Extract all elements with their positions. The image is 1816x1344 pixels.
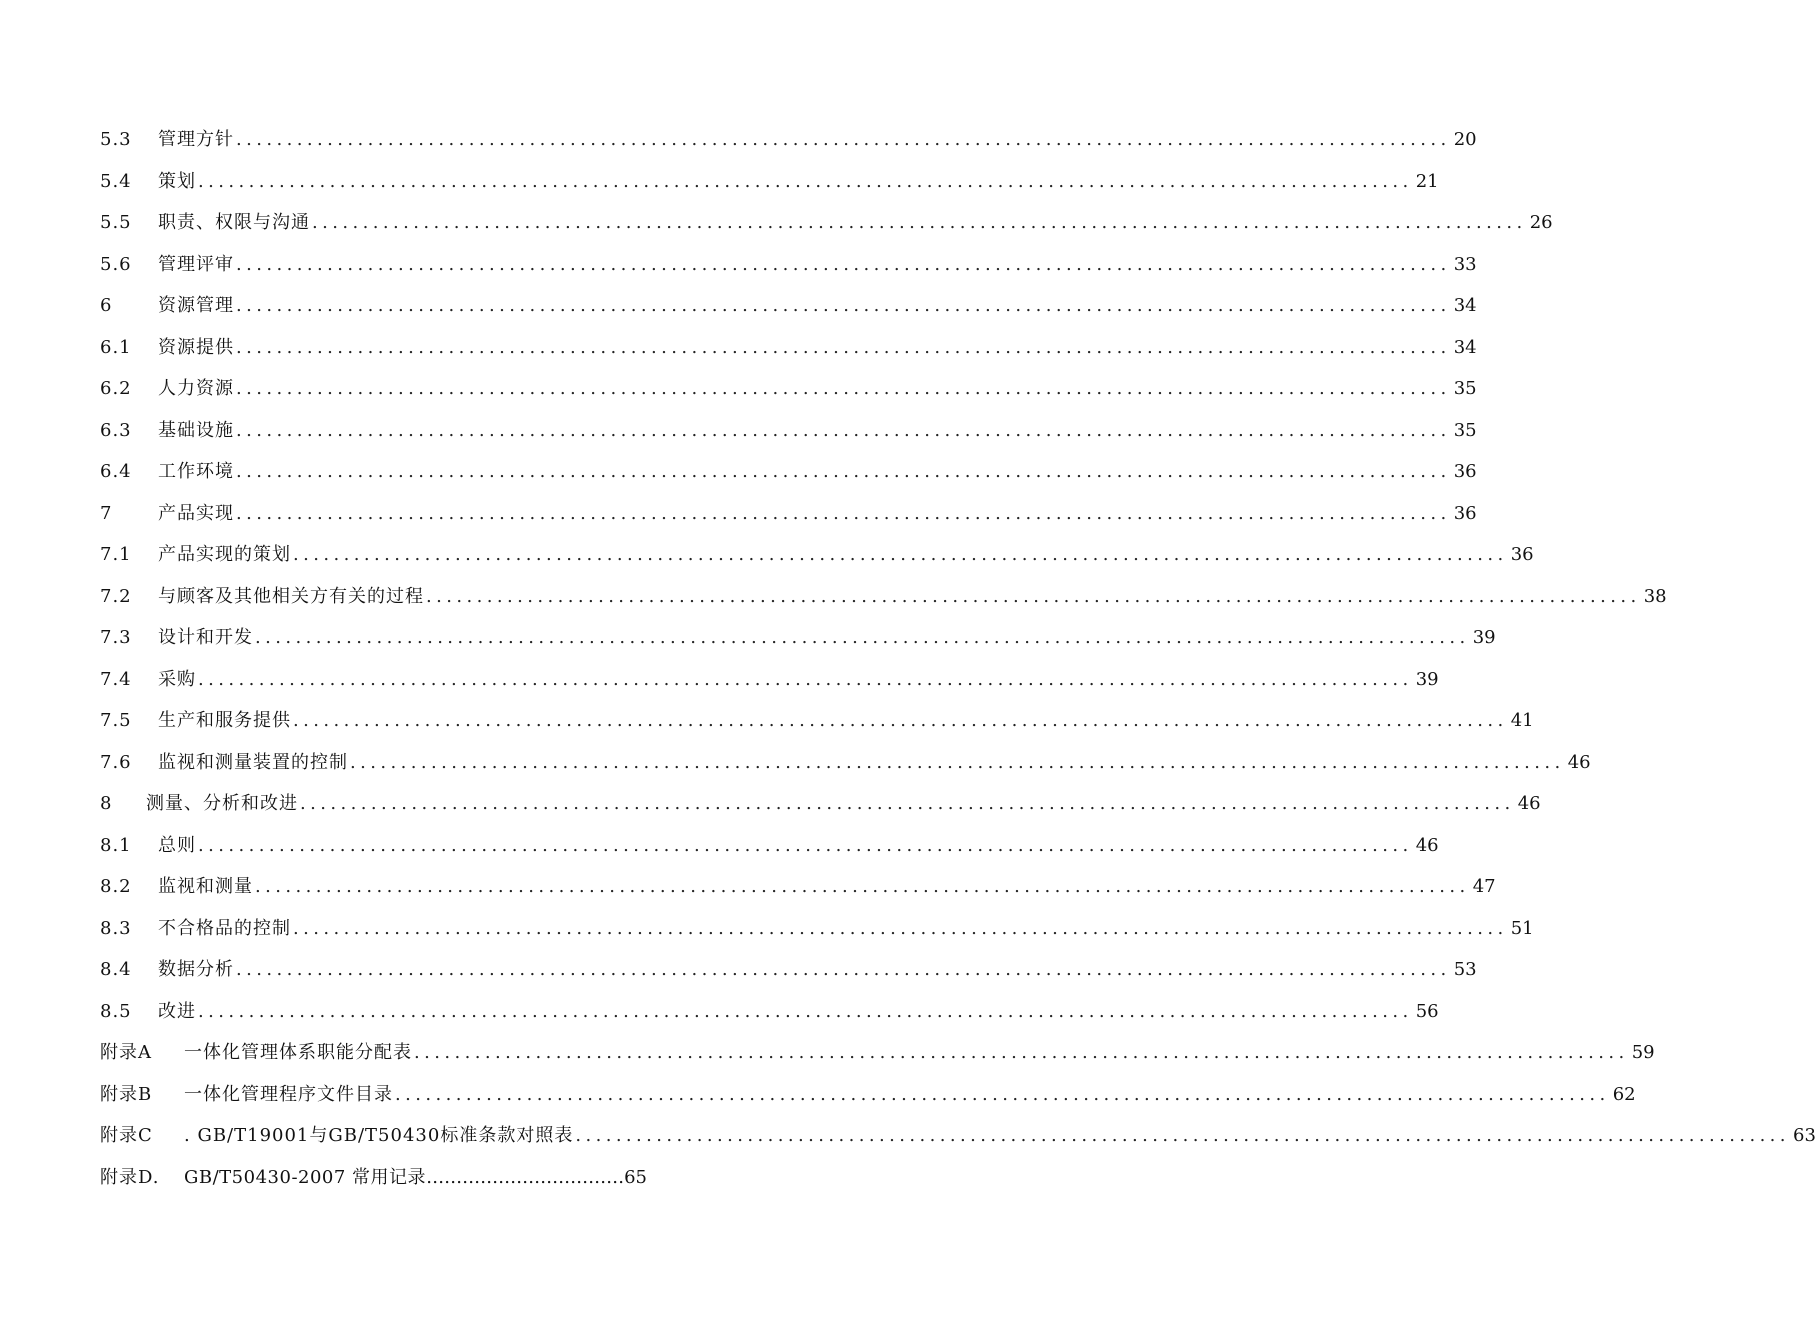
toc-entry-page: 47 [1472, 876, 1496, 897]
toc-entry[interactable] [100, 244, 1477, 286]
toc-entry-leader-dots: ........................................................................................................................ [198, 1000, 1413, 1022]
toc-entry[interactable] [100, 783, 1541, 825]
toc-entry-title: 改进 [158, 1000, 196, 1022]
toc-entry[interactable] [100, 659, 1439, 701]
toc-entry-title: 设计和开发 [158, 627, 253, 648]
toc-entry-title: 与顾客及其他相关方有关的过程 [158, 585, 424, 607]
toc-entry-title: 工作环境 [158, 461, 234, 482]
toc-entry-number: 8.2 [100, 876, 132, 897]
toc-entry-content [100, 866, 1496, 908]
toc-entry-leader-dots: ........................................................................................................................ [236, 253, 1451, 275]
toc-entry-content [100, 327, 1477, 369]
toc-entry-title: 管理评审 [158, 253, 234, 275]
toc-entry-leader-dots: ........................................................................................................................ [395, 1083, 1610, 1105]
toc-entry-page: 36 [1453, 461, 1477, 482]
toc-entry-appendix-d[interactable] [100, 1157, 838, 1199]
toc-entry-number: 6.3 [100, 419, 132, 441]
toc-entry-number: 8.5 [100, 1000, 132, 1022]
toc-entry-leader-dots: ........................................................................................................................ [198, 834, 1413, 856]
toc-entry[interactable] [100, 617, 1496, 659]
toc-entry-page: 56 [1415, 1000, 1439, 1022]
toc-entry-number: 6.2 [100, 378, 132, 399]
toc-entry-title: 一体化管理程序文件目录 [184, 1083, 393, 1105]
toc-entry-number: 7.2 [100, 585, 132, 607]
toc-entry-title: 资源提供 [158, 336, 234, 358]
toc-entry-number: 6.1 [100, 336, 132, 358]
toc-entry-leader-dots: ........................................................................................................................ [300, 793, 1515, 814]
toc-entry-number: 7 [100, 502, 113, 524]
toc-entry-number: 7.5 [100, 710, 132, 731]
toc-entry-title: 产品实现 [158, 502, 234, 524]
toc-entry-number: 7.1 [100, 544, 132, 565]
toc-entry-page: 35 [1453, 419, 1477, 441]
toc-entry-title: 监视和测量装置的控制 [158, 751, 348, 773]
toc-entry[interactable] [100, 1074, 1636, 1116]
toc-entry-title: 基础设施 [158, 419, 234, 441]
toc-entry-content [100, 700, 1534, 742]
toc-entry-number: 7.6 [100, 751, 132, 773]
toc-entry-title: 不合格品的控制 [158, 917, 291, 939]
toc-entry-page: 62 [1612, 1083, 1636, 1105]
toc-entry-leader-dots: ........................................................................................................................ [236, 129, 1451, 150]
toc-entry-content [100, 1032, 1655, 1074]
toc-entry[interactable] [100, 202, 1553, 244]
toc-entry-title: 职责、权限与沟通 [158, 212, 310, 233]
toc-entry-content [100, 1074, 1636, 1116]
toc-entry-content [100, 617, 1496, 659]
toc-entry-page: 20 [1453, 129, 1477, 150]
toc-entry[interactable] [100, 410, 1477, 452]
toc-entry-title: 策划 [158, 170, 196, 192]
toc-entry-content [100, 410, 1477, 452]
toc-entry-number: 5.6 [100, 253, 132, 275]
toc-entry-title: 资源管理 [158, 295, 234, 316]
toc-entry-page: 36 [1453, 502, 1477, 524]
toc-entry-page: 36 [1510, 544, 1534, 565]
toc-entry[interactable] [100, 534, 1534, 576]
toc-entry-content [100, 368, 1477, 410]
toc-entry[interactable] [100, 368, 1477, 410]
toc-entry-page: 39 [1472, 627, 1496, 648]
toc-entry-leader-dots: ........................................................................................................................ [293, 544, 1508, 565]
toc-entry-page: 21 [1415, 170, 1439, 192]
toc-entry-page: 53 [1453, 959, 1477, 980]
toc-entry-leader-dots: ........................................................................................................................ [255, 627, 1470, 648]
toc-entry-number: 6 [100, 295, 113, 316]
toc-entry-title: . GB/T19001与GB/T50430标准条款对照表 [184, 1125, 574, 1146]
toc-entry[interactable] [100, 119, 1477, 161]
toc-entry-leader-dots: ........................................................................................................................ [236, 336, 1451, 358]
toc-entry-number: 5.3 [100, 129, 132, 150]
toc-entry-title: GB/T50430-2007 常用记录 [184, 1166, 427, 1188]
toc-entry-leader-dots: ........................................................................................................................ [236, 419, 1451, 441]
toc-entry-leader-dots: ........................................................................................................................ [236, 295, 1451, 316]
toc-entry-content [100, 908, 1534, 950]
toc-entry-content [100, 783, 1541, 825]
toc-entry-content [100, 244, 1477, 286]
toc-rows [100, 119, 1816, 1157]
toc-entry[interactable] [100, 700, 1534, 742]
toc-entry-leader-dots: ........................................................................................................................ [312, 212, 1527, 233]
toc-entry-number: 8.1 [100, 834, 132, 856]
toc-entry[interactable] [100, 285, 1477, 327]
toc-entry-title: 生产和服务提供 [158, 710, 291, 731]
toc-entry-leader: …………………………… [426, 1166, 625, 1188]
toc-entry[interactable] [100, 1032, 1655, 1074]
toc-entry-content [100, 534, 1534, 576]
toc-entry[interactable] [100, 493, 1477, 535]
toc-entry-content [100, 825, 1439, 867]
toc-entry-page: 51 [1510, 917, 1534, 939]
toc-entry-page: 46 [1415, 834, 1439, 856]
toc-entry-number: 8 [100, 793, 113, 814]
toc-entry-title: 产品实现的策划 [158, 544, 291, 565]
toc-entry-page: 46 [1567, 751, 1591, 773]
toc-entry-page: 35 [1453, 378, 1477, 399]
toc-entry-content [100, 451, 1477, 493]
toc-entry-number: 7.4 [100, 668, 132, 690]
toc-entry-number: 5.5 [100, 212, 132, 233]
toc-entry[interactable] [100, 825, 1439, 867]
toc-entry-content [100, 742, 1591, 784]
toc-entry[interactable] [100, 742, 1591, 784]
toc-entry-leader-dots: ........................................................................................................................ [236, 378, 1451, 399]
toc-entry-page: 38 [1643, 585, 1667, 607]
toc-entry-content [100, 119, 1477, 161]
toc-entry-page: 33 [1453, 253, 1477, 275]
toc-entry-number: 附录D. [100, 1166, 160, 1188]
toc-entry-content [100, 576, 1667, 618]
toc-entry-number: 7.3 [100, 627, 132, 648]
toc-entry-content [100, 202, 1553, 244]
toc-entry-content [100, 285, 1477, 327]
toc-entry-number: 附录B [100, 1083, 153, 1105]
toc-entry-leader-dots: ........................................................................................................................ [236, 461, 1451, 482]
toc-entry-page: 26 [1529, 212, 1553, 233]
toc-entry-page: 65 [624, 1166, 647, 1188]
toc-entry-leader-dots: ........................................................................................................................ [575, 1125, 1790, 1146]
toc-entry[interactable] [100, 161, 1439, 203]
toc-entry-title: 管理方针 [158, 129, 234, 150]
toc-entry-number: 6.4 [100, 461, 132, 482]
toc-entry-title: 数据分析 [158, 959, 234, 980]
toc-entry-title: 一体化管理体系职能分配表 [184, 1042, 412, 1063]
toc-entry-leader-dots: ........................................................................................................................ [198, 668, 1413, 690]
toc-entry-content [100, 493, 1477, 535]
toc-entry-leader-dots: ........................................................................................................................ [426, 585, 1641, 607]
toc-entry[interactable] [100, 991, 1439, 1033]
toc-entry-content [100, 949, 1477, 991]
toc-entry-content [100, 991, 1439, 1033]
toc-entry-title: 人力资源 [158, 378, 234, 399]
toc-entry-leader-dots: ........................................................................................................................ [293, 710, 1508, 731]
toc-entry-leader-dots: ........................................................................................................................ [236, 502, 1451, 524]
toc-entry-title: 总则 [158, 834, 196, 856]
toc-entry[interactable] [100, 949, 1477, 991]
toc-entry-page: 46 [1517, 793, 1541, 814]
toc-entry[interactable] [100, 576, 1667, 618]
toc-entry-number: 8.4 [100, 959, 132, 980]
toc-entry-content [100, 161, 1439, 203]
toc-entry-content [100, 1157, 838, 1199]
toc-entry-page: 34 [1453, 336, 1477, 358]
toc-entry-leader-dots: ........................................................................................................................ [236, 959, 1451, 980]
toc-entry[interactable] [100, 1115, 1816, 1157]
toc-entry-content [100, 1115, 1816, 1157]
toc-entry-leader-dots: ........................................................................................................................ [350, 751, 1565, 773]
toc-entry-leader-dots: ........................................................................................................................ [198, 170, 1413, 192]
toc-entry[interactable] [100, 908, 1534, 950]
toc-entry-content [100, 659, 1439, 701]
toc-entry-page: 41 [1510, 710, 1534, 731]
toc-entry[interactable] [100, 327, 1477, 369]
toc-entry[interactable] [100, 866, 1496, 908]
toc-entry-leader-dots: ........................................................................................................................ [293, 917, 1508, 939]
toc-entry-number: 5.4 [100, 170, 132, 192]
toc-entry-page: 39 [1415, 668, 1439, 690]
table-of-contents [100, 119, 1816, 1198]
toc-entry-number: 附录C [100, 1125, 153, 1146]
toc-entry-leader-dots: ........................................................................................................................ [414, 1042, 1629, 1063]
toc-entry[interactable] [100, 451, 1477, 493]
toc-entry-page: 63 [1793, 1125, 1816, 1146]
toc-entry-page: 34 [1453, 295, 1477, 316]
toc-entry-page: 59 [1631, 1042, 1655, 1063]
toc-entry-leader-dots: ........................................................................................................................ [255, 876, 1470, 897]
toc-entry-title: 采购 [158, 668, 196, 690]
toc-entry-number: 附录A [100, 1042, 152, 1063]
toc-entry-title: 测量、分析和改进 [146, 793, 298, 814]
toc-entry-title: 监视和测量 [158, 876, 253, 897]
toc-entry-number: 8.3 [100, 917, 132, 939]
